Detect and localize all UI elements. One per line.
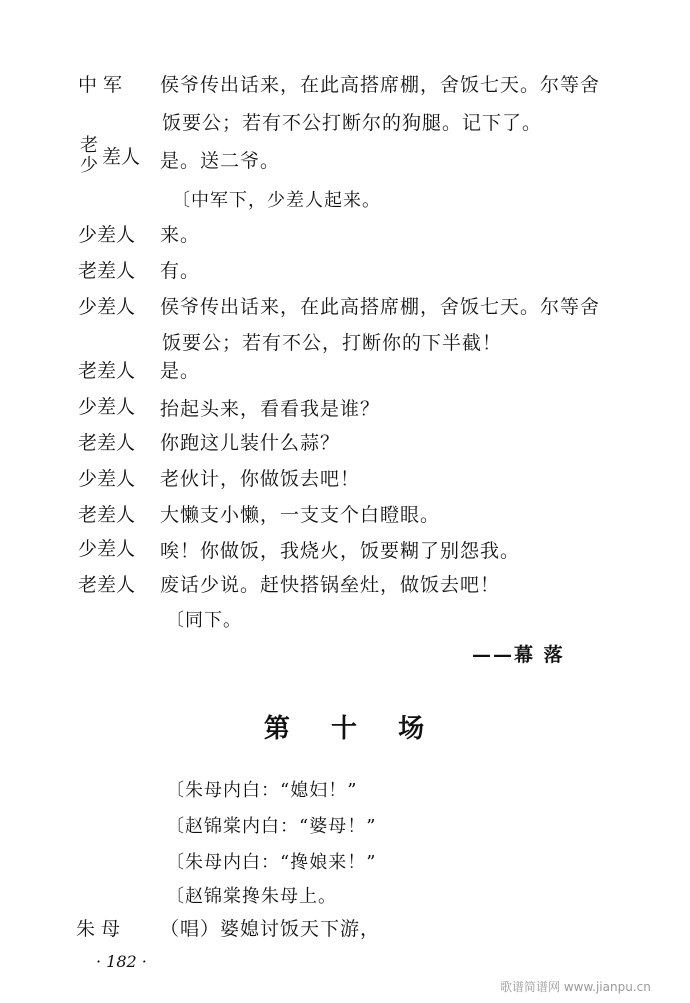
stage-direction: 〔赵锦棠搀朱母上。 xyxy=(166,886,337,907)
scene-title-char: 场 xyxy=(398,714,427,744)
speaker-label: 老差人 xyxy=(78,260,136,282)
dialogue-text: 侯爷传出话来，在此高搭席棚，舍饭七天。尔等舍 xyxy=(160,74,601,96)
speaker-label: 朱 母 xyxy=(76,918,121,940)
speaker-label: 少差人 xyxy=(78,224,136,246)
dialogue-text: 侯爷传出话来，在此高搭席棚，舍饭七天。尔等舍 xyxy=(160,296,601,318)
page-number: · 182 · xyxy=(96,952,147,971)
dialogue-continuation: 饭要公；若有不公打断尔的狗腿。记下了。 xyxy=(162,112,543,134)
speaker-label: 老差人 xyxy=(78,574,136,596)
speaker-label: 老差人 xyxy=(78,504,136,526)
speaker-stack-bottom: 少 xyxy=(80,155,98,176)
dialogue-text: 你跑这儿装什么蒜？ xyxy=(160,432,341,454)
site-watermark: 歌谱简谱网 www.jianpu.cn xyxy=(500,980,651,994)
stage-direction: 〔中军下，少差人起来。 xyxy=(172,190,381,211)
stage-direction: 〔朱母内白：“媳妇！” xyxy=(166,780,358,801)
speaker-label: 老差人 xyxy=(78,360,136,382)
dialogue-text: 是。 xyxy=(160,360,201,382)
scene-title xyxy=(0,708,690,745)
speaker-label: 少差人 xyxy=(78,538,136,560)
speaker-label: 老差人 xyxy=(78,432,136,454)
dialogue-text: 唉！你做饭，我烧火，饭要糊了别怨我。 xyxy=(160,540,521,562)
curtain-fall: ——幕 落 xyxy=(472,644,565,666)
dialogue-text: 是。送二爷。 xyxy=(160,150,281,172)
speaker-label: 少差人 xyxy=(78,396,136,418)
dialogue-text: 来。 xyxy=(160,224,201,246)
speaker-label: 少差人 xyxy=(78,296,136,318)
scene-title-char: 第 xyxy=(263,714,292,744)
dialogue-continuation: 饭要公；若有不公，打断你的下半截！ xyxy=(162,332,503,354)
stage-direction: 〔赵锦棠内白：“婆母！” xyxy=(166,816,377,837)
speaker-label-tail: 差人 xyxy=(102,146,141,168)
scene-title-char: 十 xyxy=(330,714,359,744)
speaker-label: 中 军 xyxy=(78,74,123,96)
stage-direction: 〔同下。 xyxy=(166,610,242,631)
dialogue-text: 老伙计，你做饭去吧！ xyxy=(160,468,361,490)
dialogue-text: 抬起头来，看看我是谁？ xyxy=(160,398,381,420)
dialogue-text: （唱）婆媳讨饭天下游， xyxy=(160,918,381,940)
dialogue-text: 大懒支小懒，一支支个白瞪眼。 xyxy=(160,504,441,526)
dialogue-text: 有。 xyxy=(160,260,201,282)
dialogue-text: 废话少说。赶快搭锅垒灶，做饭去吧！ xyxy=(160,574,501,596)
speaker-label: 少差人 xyxy=(78,468,136,490)
speaker-stack-top: 老 xyxy=(80,135,98,156)
stage-direction: 〔朱母内白：“搀娘来！” xyxy=(166,852,377,873)
